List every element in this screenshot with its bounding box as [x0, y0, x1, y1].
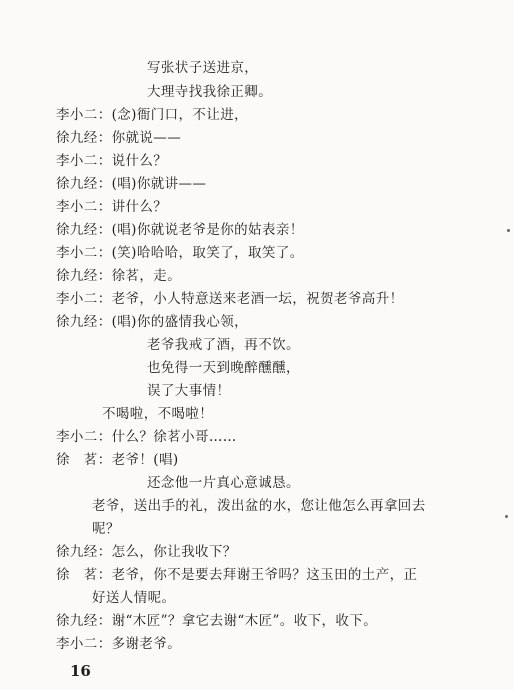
text-line: 徐九经：(唱)你就说老爷是你的姑表亲！ [56, 222, 304, 238]
text-line: 李小二：说什么？ [56, 153, 168, 169]
text-line: 李小二：讲什么？ [56, 199, 168, 215]
text-line: 徐九经：谢“木匠”？拿它去谢“木匠”。收下，收下。 [56, 613, 378, 629]
text-line: 徐 茗：老爷，你不是要去拜谢王爷吗？这玉田的土产，正 [56, 567, 418, 583]
text-line: 呢？ [92, 521, 120, 537]
text-line: 不喝啦，不喝啦！ [102, 406, 214, 422]
text-line: 误了大事情！ [147, 383, 231, 399]
text-line: 老爷我戒了酒，再不饮。 [147, 337, 300, 353]
text-line: 徐九经：你就说—— [56, 130, 182, 146]
text-line: 好送人情呢。 [92, 590, 176, 606]
text-line: 写张状子送进京， [147, 60, 259, 76]
text-line: 李小二：什么？徐茗小哥…… [56, 429, 237, 445]
text-line: 也免得一天到晚醉醺醺， [147, 360, 300, 376]
scan-speck [505, 515, 508, 518]
text-line: 徐 茗：老爷！(唱) [56, 452, 179, 468]
page-number: 16 [70, 662, 91, 680]
text-line: 徐九经：徐茗，走。 [56, 268, 182, 284]
text-line: 李小二：老爷，小人特意送来老酒一坛，祝贺老爷高升！ [56, 291, 404, 307]
text-line: 徐九经：怎么，你让我收下？ [56, 544, 237, 560]
text-line: 还念他一片真心意诚恳。 [147, 475, 300, 491]
text-line: 徐九经：(唱)你就讲—— [56, 176, 207, 192]
scan-speck [507, 229, 510, 232]
text-line: 李小二：(念)衙门口，不让进， [56, 107, 249, 123]
text-line: 李小二：多谢老爷。 [56, 636, 182, 652]
text-line: 李小二：(笑)哈哈哈，取笑了，取笑了。 [56, 245, 304, 261]
text-line: 大理寺找我徐正卿。 [147, 84, 273, 100]
text-line: 老爷，送出手的礼，泼出盆的水，您让他怎么再拿回去 [92, 498, 426, 514]
text-line: 徐九经：(唱)你的盛情我心领， [56, 314, 249, 330]
